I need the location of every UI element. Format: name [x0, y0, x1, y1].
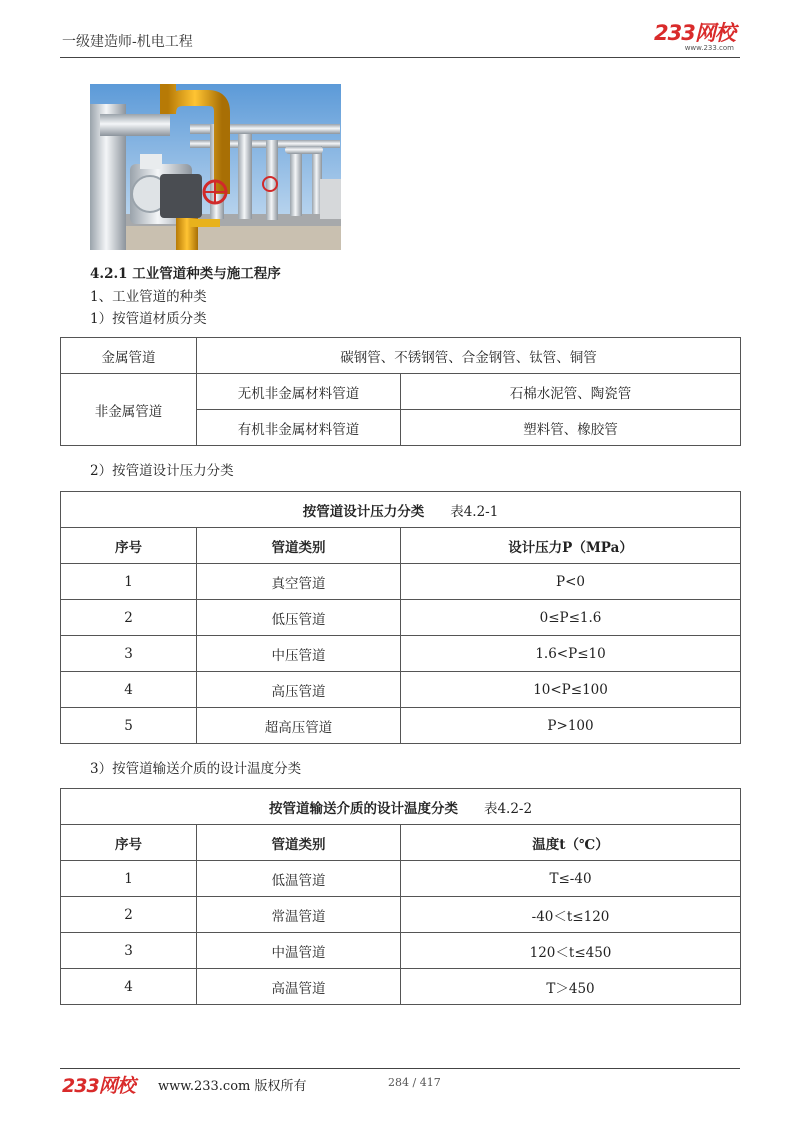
pressure-classification-table [60, 491, 741, 744]
table-cell: 3 [61, 636, 197, 672]
table-cell: 金属管道 [61, 338, 197, 374]
table-caption-text: 按管道设计压力分类 [302, 503, 425, 520]
table-number: 表4.2-2 [483, 800, 533, 817]
table-cell: 常温管道 [197, 897, 401, 933]
table-cell: 0≤P≤1.6 [401, 600, 741, 636]
table-cell: 无机非金属材料管道 [197, 374, 401, 410]
table-cell: 5 [61, 708, 197, 744]
table-cell: 中压管道 [197, 636, 401, 672]
footer-divider [60, 1068, 740, 1069]
table-cell: 真空管道 [197, 564, 401, 600]
table-cell: 塑料管、橡胶管 [401, 410, 741, 446]
column-header: 序号 [61, 528, 197, 564]
table-cell: 120＜t≤450 [401, 933, 741, 969]
table-header-row [61, 528, 741, 564]
table-row [61, 708, 741, 744]
table-cell: 3 [61, 933, 197, 969]
table-cell: 碳钢管、不锈钢管、合金钢管、钛管、铜管 [197, 338, 741, 374]
subsection-heading: 1、工业管道的种类 [90, 289, 207, 305]
column-header: 设计压力P（MPa） [401, 528, 741, 564]
table-cell: 2 [61, 600, 197, 636]
column-header: 序号 [61, 825, 197, 861]
table-caption-row [61, 492, 741, 528]
table-cell: 中温管道 [197, 933, 401, 969]
classification-heading-material: 1）按管道材质分类 [90, 311, 207, 327]
table-row [61, 969, 741, 1005]
material-classification-table [60, 337, 741, 446]
column-header: 管道类别 [197, 528, 401, 564]
table-cell: 有机非金属材料管道 [197, 410, 401, 446]
table-cell: 10<P≤100 [401, 672, 741, 708]
table-caption-text: 按管道输送介质的设计温度分类 [268, 800, 458, 817]
table-cell: 高温管道 [197, 969, 401, 1005]
table-row [61, 564, 741, 600]
table-cell: P>100 [401, 708, 741, 744]
table-cell: 石棉水泥管、陶瓷管 [401, 374, 741, 410]
table-cell: 1.6<P≤10 [401, 636, 741, 672]
table-cell: -40＜t≤120 [401, 897, 741, 933]
table-caption [61, 492, 741, 528]
table-cell: 2 [61, 897, 197, 933]
table-cell: T＞450 [401, 969, 741, 1005]
brand-logo[interactable] [654, 22, 738, 50]
temperature-classification-table [60, 788, 741, 1005]
table-row [61, 933, 741, 969]
table-row [61, 600, 741, 636]
table-row [61, 374, 741, 410]
classification-heading-temperature: 3）按管道输送介质的设计温度分类 [90, 761, 302, 777]
footer-copyright: www.233.com 版权所有 [158, 1079, 307, 1094]
column-header: 温度t（℃） [401, 825, 741, 861]
header-divider [60, 57, 740, 58]
table-cell: 4 [61, 672, 197, 708]
footer-brand-logo[interactable]: 233网校 [62, 1075, 135, 1097]
table-number: 表4.2-1 [450, 503, 499, 520]
industrial-pipeline-photo [90, 84, 341, 250]
table-header-row [61, 825, 741, 861]
classification-heading-pressure: 2）按管道设计压力分类 [90, 463, 234, 479]
table-caption [61, 789, 741, 825]
brand-logo-text: 233网校 [654, 21, 735, 45]
column-header: 管道类别 [197, 825, 401, 861]
table-cell: T≤-40 [401, 861, 741, 897]
table-row [61, 897, 741, 933]
table-cell: 低温管道 [197, 861, 401, 897]
table-row [61, 338, 741, 374]
table-cell: 1 [61, 564, 197, 600]
table-cell: 高压管道 [197, 672, 401, 708]
table-cell: 非金属管道 [61, 374, 197, 446]
table-row [61, 672, 741, 708]
table-cell: 4 [61, 969, 197, 1005]
table-cell: 超高压管道 [197, 708, 401, 744]
table-cell: 低压管道 [197, 600, 401, 636]
table-cell: 1 [61, 861, 197, 897]
table-cell: P<0 [401, 564, 741, 600]
table-caption-row [61, 789, 741, 825]
document-header-title: 一级建造师-机电工程 [62, 34, 193, 50]
brand-logo-url: www.233.com [684, 44, 734, 52]
section-title: 4.2.1 工业管道种类与施工程序 [90, 266, 281, 282]
page-number: 284 / 417 [388, 1076, 441, 1089]
table-row [61, 636, 741, 672]
table-row [61, 861, 741, 897]
